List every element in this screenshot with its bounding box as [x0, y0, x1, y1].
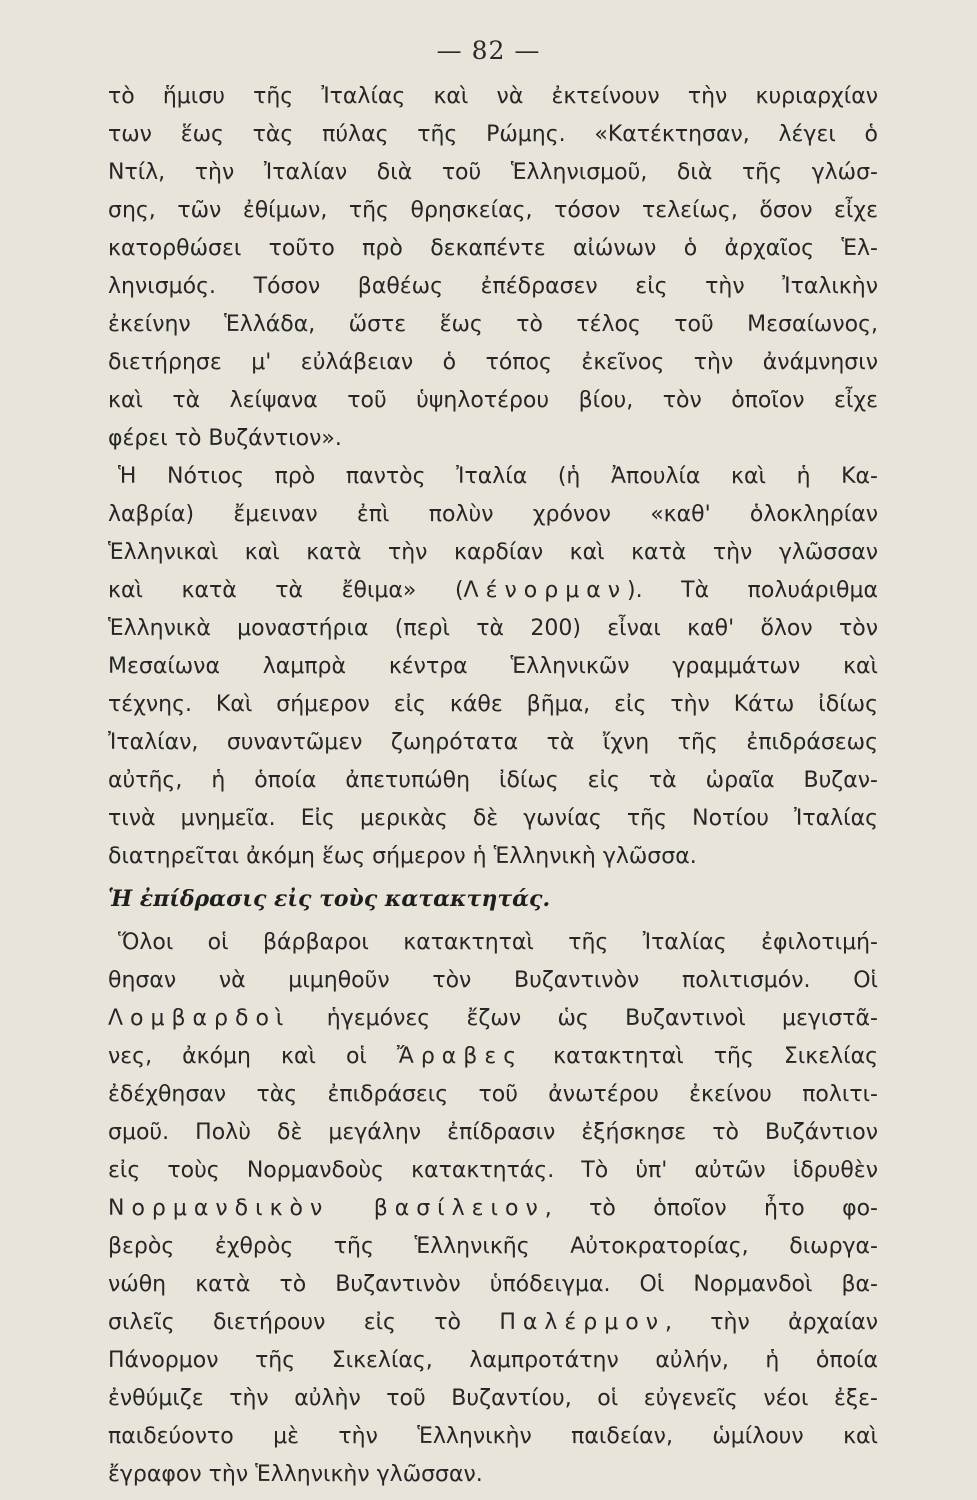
text-line: τὸ ἥμισυ τῆς Ἰταλίας καὶ νὰ ἐκτείνουν τὴν κυριαρχίαν: [108, 84, 878, 109]
text-segment: κατακτηταὶ τῆς Σικελίας: [523, 1044, 878, 1069]
text-line: [108, 1190, 878, 1228]
text-line: Ὅλοι οἱ βάρβαροι κατακτηταὶ τῆς Ἰταλίας ἐφιλοτιμή-: [118, 930, 878, 955]
text-line: διατηρεῖται ἀκόμη ἕως σήμερον ἡ Ἑλληνικὴ γλῶσσα.: [108, 844, 697, 869]
text-line: Μεσαίωνα λαμπρὰ κέντρα Ἑλληνικῶν γραμμάτων καὶ: [108, 654, 878, 679]
text-line: [108, 572, 878, 610]
spaced-name: Λομβαρδοὶ: [108, 1006, 291, 1031]
text-line: Πάνορμον τῆς Σικελίας, λαμπροτάτην αὐλήν, ἡ ὁποία: [108, 1348, 878, 1373]
text-line: διετήρησε μ' εὐλάβειαν ὁ τόπος ἐκεῖνος τὴν ἀνάμνησιν: [108, 350, 878, 375]
text-line: νώθη κατὰ τὸ Βυζαντινὸν ὑπόδειγμα. Οἱ Νορμανδοὶ βα-: [108, 1272, 878, 1297]
text-line: αὐτῆς, ἡ ὁποία ἀπετυπώθη ἰδίως εἰς τὰ ὡραῖα Βυζαν-: [108, 768, 878, 793]
text-line: σης, τῶν ἐθίμων, τῆς θρησκείας, τόσον τελείως, ὅσον εἶχε: [108, 198, 878, 223]
text-line: ἔγραφον τὴν Ἑλληνικὴν γλῶσσαν.: [108, 1462, 483, 1487]
text-line: θησαν νὰ μιμηθοῦν τὸν Βυζαντινὸν πολιτισμόν. Οἱ: [108, 968, 878, 993]
text-line: των ἕως τὰς πύλας τῆς Ρώμης. «Κατέκτησαν, λέγει ὁ: [108, 122, 878, 147]
text-line: τέχνης. Καὶ σήμερον εἰς κάθε βῆμα, εἰς τὴν Κάτω ἰδίως: [108, 692, 878, 717]
text-line: Ντίλ, τὴν Ἰταλίαν διὰ τοῦ Ἑλληνισμοῦ, διὰ τῆς γλώσ-: [108, 160, 878, 185]
spaced-name: Παλέρμον: [499, 1310, 665, 1335]
page-number: — 82 —: [436, 36, 541, 65]
text-segment: ). Τὰ πολυάριθμα: [627, 578, 879, 603]
text-line: ληνισμός. Τόσον βαθέως ἐπέδρασεν εἰς τὴν Ἰταλικὴν: [108, 274, 878, 299]
text-line: [108, 1000, 878, 1038]
section-heading: Ἡ ἐπίδρασις εἰς τοὺς κατακτητάς.: [108, 886, 551, 912]
text-line: Ἰταλίαν, συναντῶμεν ζωηρότατα τὰ ἴχνη τῆς ἐπιδράσεως: [108, 730, 878, 755]
text-segment: νες, ἀκόμη καὶ οἱ: [108, 1044, 397, 1069]
spaced-name: Ἄραβες: [396, 1044, 524, 1069]
text-segment: , τὸ ὁποῖον ἦτο φο-: [544, 1196, 878, 1221]
text-line: [108, 1304, 878, 1342]
text-line: τινὰ μνημεῖα. Εἰς μερικὰς δὲ γωνίας τῆς Νοτίου Ἰταλίας: [108, 806, 878, 831]
text-line: Ἑλληνικαὶ καὶ κατὰ τὴν καρδίαν καὶ κατὰ τὴν γλῶσσαν: [108, 540, 878, 565]
text-line: εἰς τοὺς Νορμανδοὺς κατακτητάς. Τὸ ὑπ' αὐτῶν ἱδρυθὲν: [108, 1158, 878, 1183]
text-line: Ἑλληνικὰ μοναστήρια (περὶ τὰ 200) εἶναι καθ' ὅλον τὸν: [108, 616, 878, 641]
text-line: λαβρία) ἔμειναν ἐπὶ πολὺν χρόνον «καθ' ὁλοκληρίαν: [108, 502, 878, 527]
text-segment: ἡγεμόνες ἔζων ὡς Βυζαντινοὶ μεγιστᾶ-: [290, 1006, 878, 1031]
text-segment: καὶ κατὰ τὰ ἔθιμα» (: [108, 578, 464, 603]
spaced-name: Νορμανδικὸν βασίλειον: [108, 1196, 545, 1221]
text-line: βερὸς ἐχθρὸς τῆς Ἑλληνικῆς Αὐτοκρατορίας, διωργα-: [108, 1234, 878, 1259]
text-segment: σιλεῖς διετήρουν εἰς τὸ: [108, 1310, 500, 1335]
text-line: φέρει τὸ Βυζάντιον».: [108, 426, 342, 451]
text-line: σμοῦ. Πολὺ δὲ μεγάλην ἐπίδρασιν ἐξήσκησε τὸ Βυζάντιον: [108, 1120, 878, 1145]
text-line: ἐκείνην Ἑλλάδα, ὥστε ἕως τὸ τέλος τοῦ Μεσαίωνος,: [108, 312, 878, 337]
text-line: Ἡ Νότιος πρὸ παντὸς Ἰταλία (ἡ Ἀπουλία καὶ ἡ Κα-: [118, 464, 878, 489]
text-line: [108, 1038, 878, 1076]
text-segment: , τὴν ἀρχαίαν: [664, 1310, 878, 1335]
text-line: ἐνθύμιζε τὴν αὐλὴν τοῦ Βυζαντίου, οἱ εὐγενεῖς νέοι ἐξε-: [108, 1386, 878, 1411]
author-name-spaced: Λένορμαν: [463, 578, 627, 603]
text-line: κατορθώσει τοῦτο πρὸ δεκαπέντε αἰώνων ὁ ἀρχαῖος Ἑλ-: [108, 236, 878, 261]
text-line: παιδεύοντο μὲ τὴν Ἑλληνικὴν παιδείαν, ὡμίλουν καὶ: [108, 1424, 878, 1449]
text-line: καὶ τὰ λείψανα τοῦ ὑψηλοτέρου βίου, τὸν ὁποῖον εἶχε: [108, 388, 878, 413]
text-line: ἐδέχθησαν τὰς ἐπιδράσεις τοῦ ἀνωτέρου ἐκείνου πολιτι-: [108, 1082, 878, 1107]
